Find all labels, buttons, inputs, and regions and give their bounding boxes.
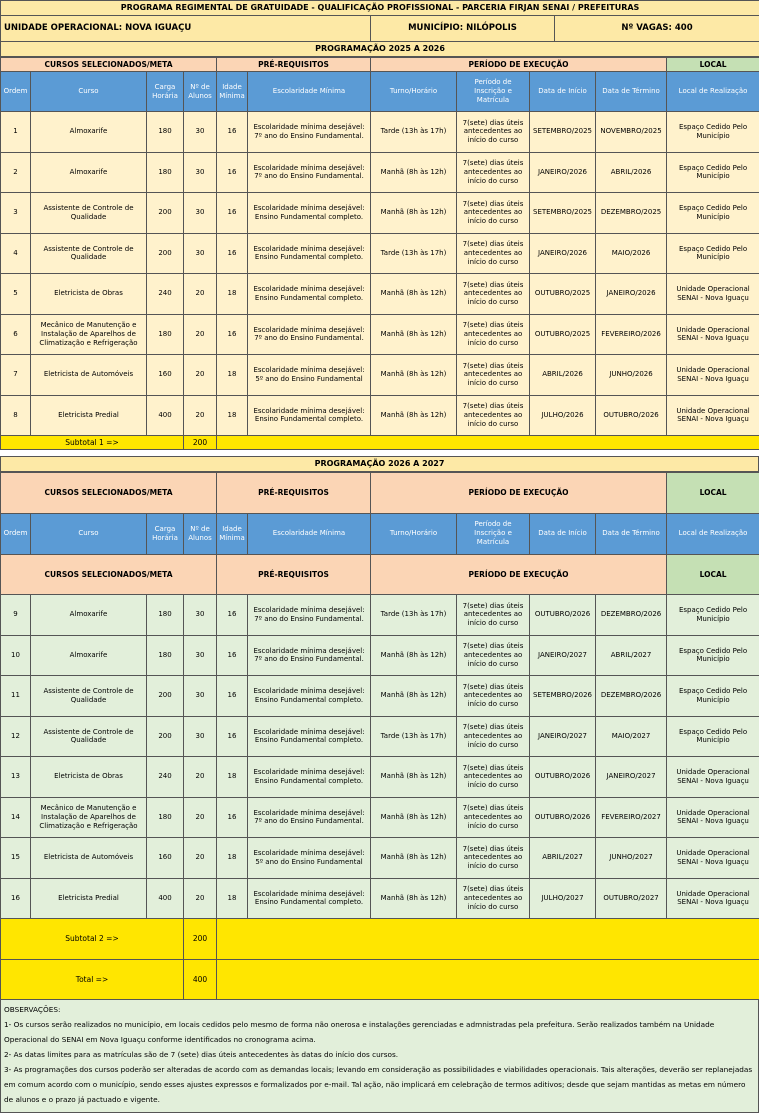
table-row <box>1 635 759 676</box>
cell-idade: 16 <box>217 314 248 355</box>
cell-inicio: JULHO/2027 <box>530 878 596 919</box>
cell-escolaridade: Escolaridade mínima desejável: Ensino Fundamental completo. <box>248 757 371 798</box>
col-carga-2: Carga Horária <box>147 513 184 554</box>
cell-termino: DEZEMBRO/2025 <box>596 193 667 234</box>
cell-ordem: 4 <box>1 233 31 274</box>
table-row <box>1 757 759 798</box>
group-cursos: CURSOS SELECIONADOS/META <box>1 58 217 72</box>
cell-curso: Almoxarife <box>31 112 147 153</box>
total-label: Total => <box>1 959 184 1000</box>
col-termino: Data de Término <box>596 72 667 112</box>
cell-termino: NOVEMBRO/2025 <box>596 112 667 153</box>
cell-local: Espaço Cedido Pelo Município <box>667 112 759 153</box>
cell-inscricao: 7(sete) dias úteis antecedentes ao início do curso <box>457 152 530 193</box>
cell-inicio: SETEMBRO/2026 <box>530 676 596 717</box>
cell-ordem: 8 <box>1 395 31 436</box>
cell-ordem: 11 <box>1 676 31 717</box>
cell-alunos: 30 <box>184 716 217 757</box>
cell-escolaridade: Escolaridade mínima desejável: Ensino Fundamental completo. <box>248 233 371 274</box>
cell-inscricao: 7(sete) dias úteis antecedentes ao início do curso <box>457 757 530 798</box>
cell-alunos: 20 <box>184 797 217 838</box>
cell-inscricao: 7(sete) dias úteis antecedentes ao início do curso <box>457 635 530 676</box>
unidade-operacional: UNIDADE OPERACIONAL: NOVA IGUAÇU <box>1 16 371 42</box>
cell-turno: Manhã (8h às 12h) <box>371 314 457 355</box>
cell-curso: Assistente de Controle de Qualidade <box>31 233 147 274</box>
observacoes-title: OBSERVAÇÕES: <box>4 1002 755 1017</box>
program-1-rows <box>1 112 759 436</box>
cell-idade: 16 <box>217 152 248 193</box>
cell-idade: 18 <box>217 757 248 798</box>
cell-escolaridade: Escolaridade mínima desejável: 7º ano do Ensino Fundamental. <box>248 152 371 193</box>
cell-escolaridade: Escolaridade mínima desejável: 7º ano do Ensino Fundamental. <box>248 595 371 636</box>
cell-ordem: 7 <box>1 355 31 396</box>
cell-idade: 16 <box>217 797 248 838</box>
cell-inscricao: 7(sete) dias úteis antecedentes ao início do curso <box>457 797 530 838</box>
group-local-3: LOCAL <box>667 554 759 595</box>
cell-local: Unidade Operacional SENAI - Nova Iguaçu <box>667 355 759 396</box>
cell-escolaridade: Escolaridade mínima desejável: 5º ano do Ensino Fundamental <box>248 838 371 879</box>
cell-ordem: 13 <box>1 757 31 798</box>
table-row <box>1 112 759 153</box>
cell-carga: 180 <box>147 112 184 153</box>
cell-escolaridade: Escolaridade mínima desejável: Ensino Fundamental completo. <box>248 716 371 757</box>
cell-turno: Manhã (8h às 12h) <box>371 838 457 879</box>
cell-turno: Manhã (8h às 12h) <box>371 797 457 838</box>
table-row <box>1 233 759 274</box>
cell-turno: Tarde (13h às 17h) <box>371 112 457 153</box>
cell-termino: JANEIRO/2026 <box>596 274 667 315</box>
group-prereq: PRÉ-REQUISITOS <box>217 58 371 72</box>
cell-carga: 180 <box>147 314 184 355</box>
cell-inicio: OUTUBRO/2026 <box>530 757 596 798</box>
subtotal-1-value: 200 <box>184 436 217 450</box>
col-escolaridade: Escolaridade Mínima <box>248 72 371 112</box>
total-value: 400 <box>184 959 217 1000</box>
cell-local: Unidade Operacional SENAI - Nova Iguaçu <box>667 838 759 879</box>
cell-carga: 160 <box>147 355 184 396</box>
cell-curso: Almoxarife <box>31 635 147 676</box>
cell-local: Espaço Cedido Pelo Município <box>667 152 759 193</box>
cell-alunos: 20 <box>184 395 217 436</box>
cell-ordem: 14 <box>1 797 31 838</box>
observacao-3: 3- As programações dos cursos poderão ser alteradas de acordo com as demandas locais; levando em consideração as possibilidades e viabilidades operacionais. Tais alterações, deverão ser replanejadas em comum acordo com o município, sendo esses ajustes expressos e formalizados por e-mail. Tal ação, não implicará em celebração de termos aditivos; desde que sejam mantidas as metas em número de alunos e o prazo já pactuado e vigente. <box>4 1062 755 1107</box>
cell-ordem: 16 <box>1 878 31 919</box>
cell-ordem: 9 <box>1 595 31 636</box>
cell-local: Unidade Operacional SENAI - Nova Iguaçu <box>667 314 759 355</box>
table-row <box>1 355 759 396</box>
cell-alunos: 20 <box>184 757 217 798</box>
cell-inicio: JULHO/2026 <box>530 395 596 436</box>
cell-local: Unidade Operacional SENAI - Nova Iguaçu <box>667 878 759 919</box>
cell-curso: Mecânico de Manutenção e Instalação de Aparelhos de Climatização e Refrigeração <box>31 314 147 355</box>
cell-inicio: JANEIRO/2027 <box>530 635 596 676</box>
cell-carga: 180 <box>147 797 184 838</box>
cell-ordem: 12 <box>1 716 31 757</box>
total-filler <box>217 959 759 1000</box>
cell-local: Unidade Operacional SENAI - Nova Iguaçu <box>667 274 759 315</box>
cell-turno: Manhã (8h às 12h) <box>371 152 457 193</box>
cell-turno: Tarde (13h às 17h) <box>371 595 457 636</box>
cell-inicio: OUTUBRO/2025 <box>530 314 596 355</box>
cell-alunos: 20 <box>184 274 217 315</box>
cell-termino: MAIO/2027 <box>596 716 667 757</box>
cell-termino: JANEIRO/2027 <box>596 757 667 798</box>
cell-turno: Tarde (13h às 17h) <box>371 233 457 274</box>
cell-inscricao: 7(sete) dias úteis antecedentes ao início do curso <box>457 193 530 234</box>
observacoes <box>0 1000 759 1113</box>
cell-curso: Almoxarife <box>31 152 147 193</box>
cell-inicio: OUTUBRO/2025 <box>530 274 596 315</box>
group-periodo-3: PERÍODO DE EXECUÇÃO <box>371 554 667 595</box>
cell-ordem: 5 <box>1 274 31 315</box>
subtotal-2-label: Subtotal 2 => <box>1 919 184 960</box>
cell-inicio: ABRIL/2027 <box>530 838 596 879</box>
cell-carga: 240 <box>147 274 184 315</box>
cell-curso: Eletricista de Automóveis <box>31 838 147 879</box>
cell-alunos: 30 <box>184 595 217 636</box>
col-ordem: Ordem <box>1 72 31 112</box>
cell-local: Unidade Operacional SENAI - Nova Iguaçu <box>667 757 759 798</box>
col-carga: Carga Horária <box>147 72 184 112</box>
table-row <box>1 314 759 355</box>
cell-ordem: 2 <box>1 152 31 193</box>
cell-inscricao: 7(sete) dias úteis antecedentes ao início do curso <box>457 355 530 396</box>
cell-escolaridade: Escolaridade mínima desejável: Ensino Fundamental completo. <box>248 878 371 919</box>
table-row <box>1 838 759 879</box>
cell-curso: Eletricista de Automóveis <box>31 355 147 396</box>
cell-local: Espaço Cedido Pelo Município <box>667 676 759 717</box>
cell-carga: 180 <box>147 635 184 676</box>
cell-termino: FEVEREIRO/2026 <box>596 314 667 355</box>
cell-escolaridade: Escolaridade mínima desejável: 7º ano do Ensino Fundamental. <box>248 112 371 153</box>
header-table <box>0 0 759 57</box>
cell-alunos: 30 <box>184 152 217 193</box>
program-2-title-table <box>0 456 759 472</box>
cell-escolaridade: Escolaridade mínima desejável: 7º ano do Ensino Fundamental. <box>248 797 371 838</box>
cell-idade: 16 <box>217 193 248 234</box>
table-row <box>1 716 759 757</box>
col-curso: Curso <box>31 72 147 112</box>
cell-curso: Mecânico de Manutenção e Instalação de Aparelhos de Climatização e Refrigeração <box>31 797 147 838</box>
cell-carga: 200 <box>147 676 184 717</box>
cell-termino: ABRIL/2026 <box>596 152 667 193</box>
cell-curso: Assistente de Controle de Qualidade <box>31 193 147 234</box>
document-title: PROGRAMA REGIMENTAL DE GRATUIDADE - QUALIFICAÇÃO PROFISSIONAL - PARCERIA FIRJAN SENAI / PREFEITURAS <box>1 1 759 16</box>
program-1-title: PROGRAMAÇÃO 2025 A 2026 <box>1 42 759 57</box>
cell-alunos: 30 <box>184 193 217 234</box>
cell-inscricao: 7(sete) dias úteis antecedentes ao início do curso <box>457 838 530 879</box>
cell-idade: 18 <box>217 878 248 919</box>
program-2-rows <box>1 595 759 919</box>
group-periodo-2: PERÍODO DE EXECUÇÃO <box>371 473 667 514</box>
cell-curso: Assistente de Controle de Qualidade <box>31 716 147 757</box>
col-alunos-2: Nº de Alunos <box>184 513 217 554</box>
cell-curso: Eletricista Predial <box>31 878 147 919</box>
group-periodo: PERÍODO DE EXECUÇÃO <box>371 58 667 72</box>
cell-idade: 18 <box>217 395 248 436</box>
subtotal-2-filler <box>217 919 759 960</box>
group-cursos-3: CURSOS SELECIONADOS/META <box>1 554 217 595</box>
cell-local: Espaço Cedido Pelo Município <box>667 716 759 757</box>
cell-termino: OUTUBRO/2026 <box>596 395 667 436</box>
col-alunos: Nº de Alunos <box>184 72 217 112</box>
cell-termino: DEZEMBRO/2026 <box>596 595 667 636</box>
cell-carga: 240 <box>147 757 184 798</box>
cell-local: Espaço Cedido Pelo Município <box>667 635 759 676</box>
cell-ordem: 1 <box>1 112 31 153</box>
cell-alunos: 20 <box>184 838 217 879</box>
col-ordem-2: Ordem <box>1 513 31 554</box>
col-idade: Idade Mínima <box>217 72 248 112</box>
col-termino-2: Data de Término <box>596 513 667 554</box>
cell-local: Espaço Cedido Pelo Município <box>667 595 759 636</box>
cell-termino: JUNHO/2026 <box>596 355 667 396</box>
cell-inscricao: 7(sete) dias úteis antecedentes ao início do curso <box>457 112 530 153</box>
table-row <box>1 152 759 193</box>
cell-curso: Assistente de Controle de Qualidade <box>31 676 147 717</box>
cell-idade: 16 <box>217 112 248 153</box>
cell-alunos: 30 <box>184 233 217 274</box>
program-2-table <box>0 472 759 1000</box>
cell-curso: Almoxarife <box>31 595 147 636</box>
col-turno-2: Turno/Horário <box>371 513 457 554</box>
cell-alunos: 30 <box>184 635 217 676</box>
cell-inicio: JANEIRO/2027 <box>530 716 596 757</box>
cell-curso: Eletricista de Obras <box>31 757 147 798</box>
group-prereq-2: PRÉ-REQUISITOS <box>217 473 371 514</box>
cell-inscricao: 7(sete) dias úteis antecedentes ao início do curso <box>457 395 530 436</box>
cell-inicio: SETEMBRO/2025 <box>530 112 596 153</box>
cell-inscricao: 7(sete) dias úteis antecedentes ao início do curso <box>457 878 530 919</box>
program-1-table <box>0 57 759 450</box>
cell-inscricao: 7(sete) dias úteis antecedentes ao início do curso <box>457 595 530 636</box>
col-curso-2: Curso <box>31 513 147 554</box>
cell-turno: Manhã (8h às 12h) <box>371 193 457 234</box>
cell-idade: 16 <box>217 595 248 636</box>
cell-termino: DEZEMBRO/2026 <box>596 676 667 717</box>
cell-turno: Manhã (8h às 12h) <box>371 274 457 315</box>
cell-inscricao: 7(sete) dias úteis antecedentes ao início do curso <box>457 676 530 717</box>
cell-carga: 400 <box>147 878 184 919</box>
group-local: LOCAL <box>667 58 759 72</box>
table-row <box>1 878 759 919</box>
cell-idade: 16 <box>217 635 248 676</box>
cell-carga: 180 <box>147 595 184 636</box>
municipio: MUNICÍPIO: NILÓPOLIS <box>371 16 555 42</box>
group-prereq-3: PRÉ-REQUISITOS <box>217 554 371 595</box>
cell-ordem: 6 <box>1 314 31 355</box>
cell-carga: 200 <box>147 716 184 757</box>
table-row <box>1 193 759 234</box>
cell-turno: Manhã (8h às 12h) <box>371 878 457 919</box>
program-2-title: PROGRAMAÇÃO 2026 A 2027 <box>1 457 759 472</box>
cell-termino: OUTUBRO/2027 <box>596 878 667 919</box>
cell-carga: 400 <box>147 395 184 436</box>
table-row <box>1 395 759 436</box>
col-idade-2: Idade Mínima <box>217 513 248 554</box>
vagas: Nº VAGAS: 400 <box>555 16 759 42</box>
subtotal-2-value: 200 <box>184 919 217 960</box>
cell-inscricao: 7(sete) dias úteis antecedentes ao início do curso <box>457 233 530 274</box>
table-row <box>1 676 759 717</box>
cell-curso: Eletricista Predial <box>31 395 147 436</box>
cell-alunos: 30 <box>184 676 217 717</box>
col-inscricao-2: Período de Inscrição e Matrícula <box>457 513 530 554</box>
cell-escolaridade: Escolaridade mínima desejável: 5º ano do Ensino Fundamental <box>248 355 371 396</box>
col-inicio-2: Data de Início <box>530 513 596 554</box>
cell-turno: Tarde (13h às 17h) <box>371 716 457 757</box>
cell-local: Unidade Operacional SENAI - Nova Iguaçu <box>667 395 759 436</box>
cell-termino: JUNHO/2027 <box>596 838 667 879</box>
cell-inscricao: 7(sete) dias úteis antecedentes ao início do curso <box>457 314 530 355</box>
cell-ordem: 10 <box>1 635 31 676</box>
col-escolaridade-2: Escolaridade Mínima <box>248 513 371 554</box>
cell-carga: 200 <box>147 193 184 234</box>
cell-ordem: 3 <box>1 193 31 234</box>
col-local-2: Local de Realização <box>667 513 759 554</box>
cell-termino: MAIO/2026 <box>596 233 667 274</box>
cell-turno: Manhã (8h às 12h) <box>371 676 457 717</box>
cell-inicio: OUTUBRO/2026 <box>530 595 596 636</box>
col-inscricao: Período de Inscrição e Matrícula <box>457 72 530 112</box>
cell-ordem: 15 <box>1 838 31 879</box>
cell-turno: Manhã (8h às 12h) <box>371 635 457 676</box>
cell-inicio: ABRIL/2026 <box>530 355 596 396</box>
col-local: Local de Realização <box>667 72 759 112</box>
cell-escolaridade: Escolaridade mínima desejável: Ensino Fundamental completo. <box>248 193 371 234</box>
cell-escolaridade: Escolaridade mínima desejável: Ensino Fundamental completo. <box>248 676 371 717</box>
table-row <box>1 797 759 838</box>
cell-local: Espaço Cedido Pelo Município <box>667 193 759 234</box>
cell-alunos: 30 <box>184 112 217 153</box>
cell-turno: Manhã (8h às 12h) <box>371 757 457 798</box>
cell-inicio: SETEMBRO/2025 <box>530 193 596 234</box>
cell-turno: Manhã (8h às 12h) <box>371 355 457 396</box>
cell-inscricao: 7(sete) dias úteis antecedentes ao início do curso <box>457 716 530 757</box>
cell-inicio: JANEIRO/2026 <box>530 233 596 274</box>
table-row <box>1 274 759 315</box>
cell-local: Espaço Cedido Pelo Município <box>667 233 759 274</box>
cell-carga: 180 <box>147 152 184 193</box>
cell-inicio: JANEIRO/2026 <box>530 152 596 193</box>
subtotal-1-label: Subtotal 1 => <box>1 436 184 450</box>
table-row <box>1 595 759 636</box>
cell-escolaridade: Escolaridade mínima desejável: 7º ano do Ensino Fundamental. <box>248 635 371 676</box>
cell-escolaridade: Escolaridade mínima desejável: Ensino Fundamental completo. <box>248 395 371 436</box>
cell-alunos: 20 <box>184 878 217 919</box>
subtotal-1-filler <box>217 436 759 450</box>
cell-escolaridade: Escolaridade mínima desejável: 7º ano do Ensino Fundamental. <box>248 314 371 355</box>
cell-termino: FEVEREIRO/2027 <box>596 797 667 838</box>
col-inicio: Data de Início <box>530 72 596 112</box>
cell-alunos: 20 <box>184 314 217 355</box>
cell-local: Unidade Operacional SENAI - Nova Iguaçu <box>667 797 759 838</box>
group-cursos-2: CURSOS SELECIONADOS/META <box>1 473 217 514</box>
cell-termino: ABRIL/2027 <box>596 635 667 676</box>
observacao-2: 2- As datas limites para as matrículas são de 7 (sete) dias úteis antecedentes às datas do início dos cursos. <box>4 1047 755 1062</box>
col-turno: Turno/Horário <box>371 72 457 112</box>
cell-escolaridade: Escolaridade mínima desejável: Ensino Fundamental completo. <box>248 274 371 315</box>
cell-idade: 18 <box>217 274 248 315</box>
cell-idade: 16 <box>217 716 248 757</box>
cell-inicio: OUTUBRO/2026 <box>530 797 596 838</box>
cell-turno: Manhã (8h às 12h) <box>371 395 457 436</box>
cell-inscricao: 7(sete) dias úteis antecedentes ao início do curso <box>457 274 530 315</box>
cell-idade: 18 <box>217 838 248 879</box>
group-local-2: LOCAL <box>667 473 759 514</box>
cell-carga: 160 <box>147 838 184 879</box>
cell-alunos: 20 <box>184 355 217 396</box>
cell-idade: 16 <box>217 676 248 717</box>
observacao-1: 1- Os cursos serão realizados no município, em locais cedidos pelo mesmo de forma não onerosa e instalações gerenciadas e admnistradas pela prefeitura. Serão realizados também na Unidade Operacional do SENAI em Nova Iguaçu conforme identificados no cronograma acima. <box>4 1017 755 1047</box>
cell-carga: 200 <box>147 233 184 274</box>
cell-idade: 18 <box>217 355 248 396</box>
cell-curso: Eletricista de Obras <box>31 274 147 315</box>
cell-idade: 16 <box>217 233 248 274</box>
